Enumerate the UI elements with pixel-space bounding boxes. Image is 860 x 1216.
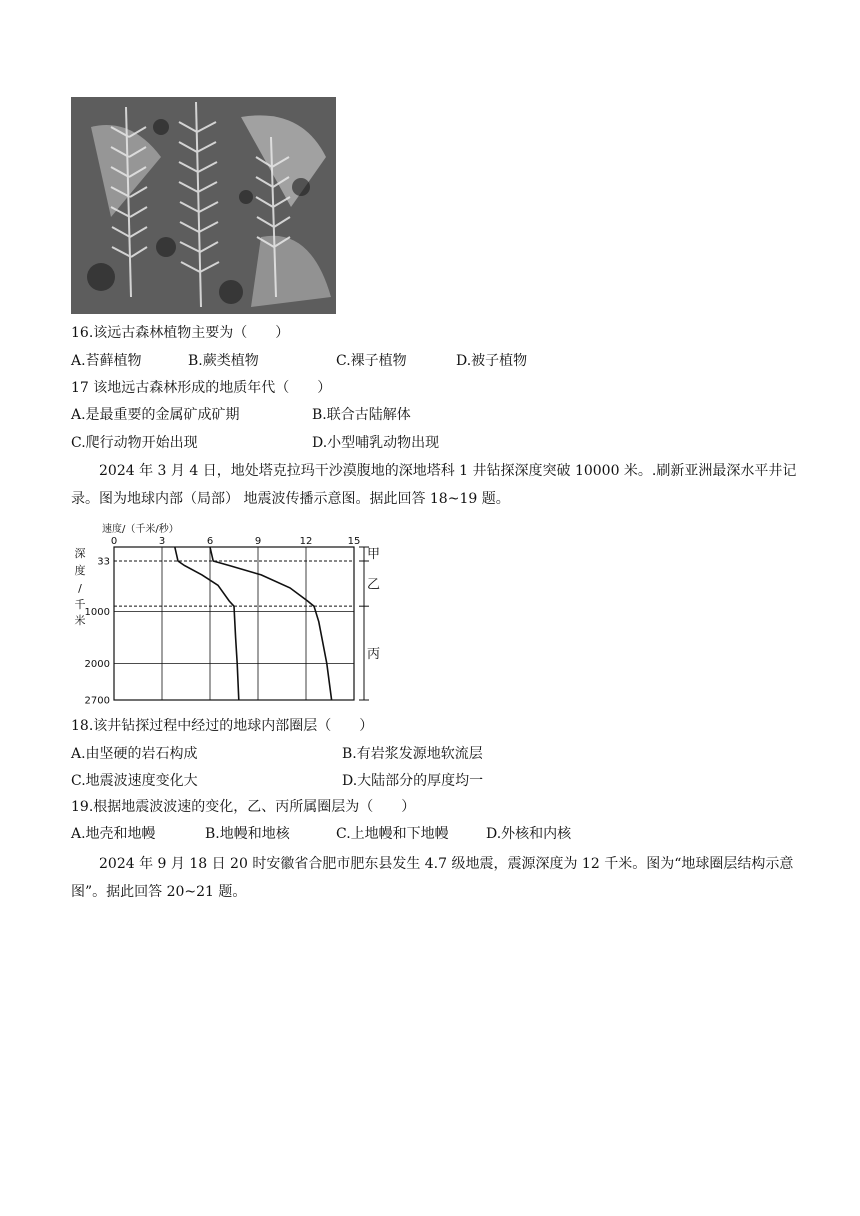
question-19-option-a: A.地壳和地幔 xyxy=(71,826,156,842)
y-axis-label-char: 度 xyxy=(74,564,86,577)
y-tick-label: 1000 xyxy=(84,606,110,618)
y-axis-label-char: / xyxy=(78,582,82,595)
question-19-option-b: B.地幔和地核 xyxy=(205,826,290,842)
y-tick-label: 33 xyxy=(97,556,110,568)
question-17-option-a: A.是最重要的金属矿成矿期 xyxy=(71,407,240,423)
question-16-option-b: B.蕨类植物 xyxy=(188,353,259,369)
question-18-option-a: A.由坚硬的岩石构成 xyxy=(71,746,198,762)
x-tick-label: 6 xyxy=(206,536,214,547)
x-tick-label: 3 xyxy=(158,536,166,547)
x-tick-label: 9 xyxy=(254,536,262,547)
x-axis-label: 速度/（千米/秒） xyxy=(102,524,179,535)
question-16-option-a: A.苔藓植物 xyxy=(71,353,142,369)
ancient-forest-fossil-photo xyxy=(71,97,336,314)
x-tick-label: 15 xyxy=(347,536,361,547)
question-17-option-b: B.联合古陆解体 xyxy=(312,407,411,423)
question-16-option-c: C.裸子植物 xyxy=(336,353,407,369)
question-16-stem: 16.该远古森林植物主要为（ ） xyxy=(71,325,290,341)
fern-fossil-image xyxy=(71,97,336,314)
question-17-option-d: D.小型哺乳动物出现 xyxy=(312,435,440,451)
layer-label: 丙 xyxy=(367,647,381,663)
x-tick-label: 12 xyxy=(299,536,313,547)
y-tick-label: 2700 xyxy=(84,695,110,707)
question-17-stem: 17 该地远古森林形成的地质年代（ ） xyxy=(71,380,332,396)
y-tick-label: 2000 xyxy=(84,659,110,671)
passage-drilling-well: 2024 年 3 月 4 日，地处塔克拉玛干沙漠腹地的深地塔科 1 井钻探深度突破 10000 米。.刷新亚洲最深水平井记录。图为地球内部（局部） 地震波传播示意图。据此回答 18~19 题。 xyxy=(71,463,797,507)
y-axis-label-char: 千 xyxy=(74,598,86,611)
passage-earthquake: 2024 年 9 月 18 日 20 时安徽省合肥市肥东县发生 4.7 级地震，震源深度为 12 千米。图为“地球圈层结构示意图”。据此回答 20~21 题。 xyxy=(71,856,794,900)
question-19-option-d: D.外核和内核 xyxy=(486,826,572,842)
series-line-1 xyxy=(175,547,239,700)
question-18-option-c: C.地震波速度变化大 xyxy=(71,773,198,789)
x-tick-label: 0 xyxy=(110,536,118,547)
question-19-stem: 19.根据地震波波速的变化，乙、丙所属圈层为（ ） xyxy=(71,799,416,815)
question-17-option-c: C.爬行动物开始出现 xyxy=(71,435,198,451)
y-axis-label-char: 米 xyxy=(74,614,86,627)
layer-label: 甲 xyxy=(367,547,381,562)
question-19-option-c: C.上地幔和下地幔 xyxy=(336,826,449,842)
y-axis-label-char: 深 xyxy=(74,547,86,560)
series-line-2 xyxy=(210,547,332,700)
layer-label: 乙 xyxy=(367,577,381,593)
question-18-option-b: B.有岩浆发源地软流层 xyxy=(342,746,483,762)
question-18-option-d: D.大陆部分的厚度均一 xyxy=(342,773,484,789)
question-18-stem: 18.该井钻探过程中经过的地球内部圈层（ ） xyxy=(71,718,374,734)
question-16-option-d: D.被子植物 xyxy=(456,353,528,369)
seismic-wave-velocity-chart xyxy=(68,524,388,710)
plot-frame xyxy=(114,547,354,700)
